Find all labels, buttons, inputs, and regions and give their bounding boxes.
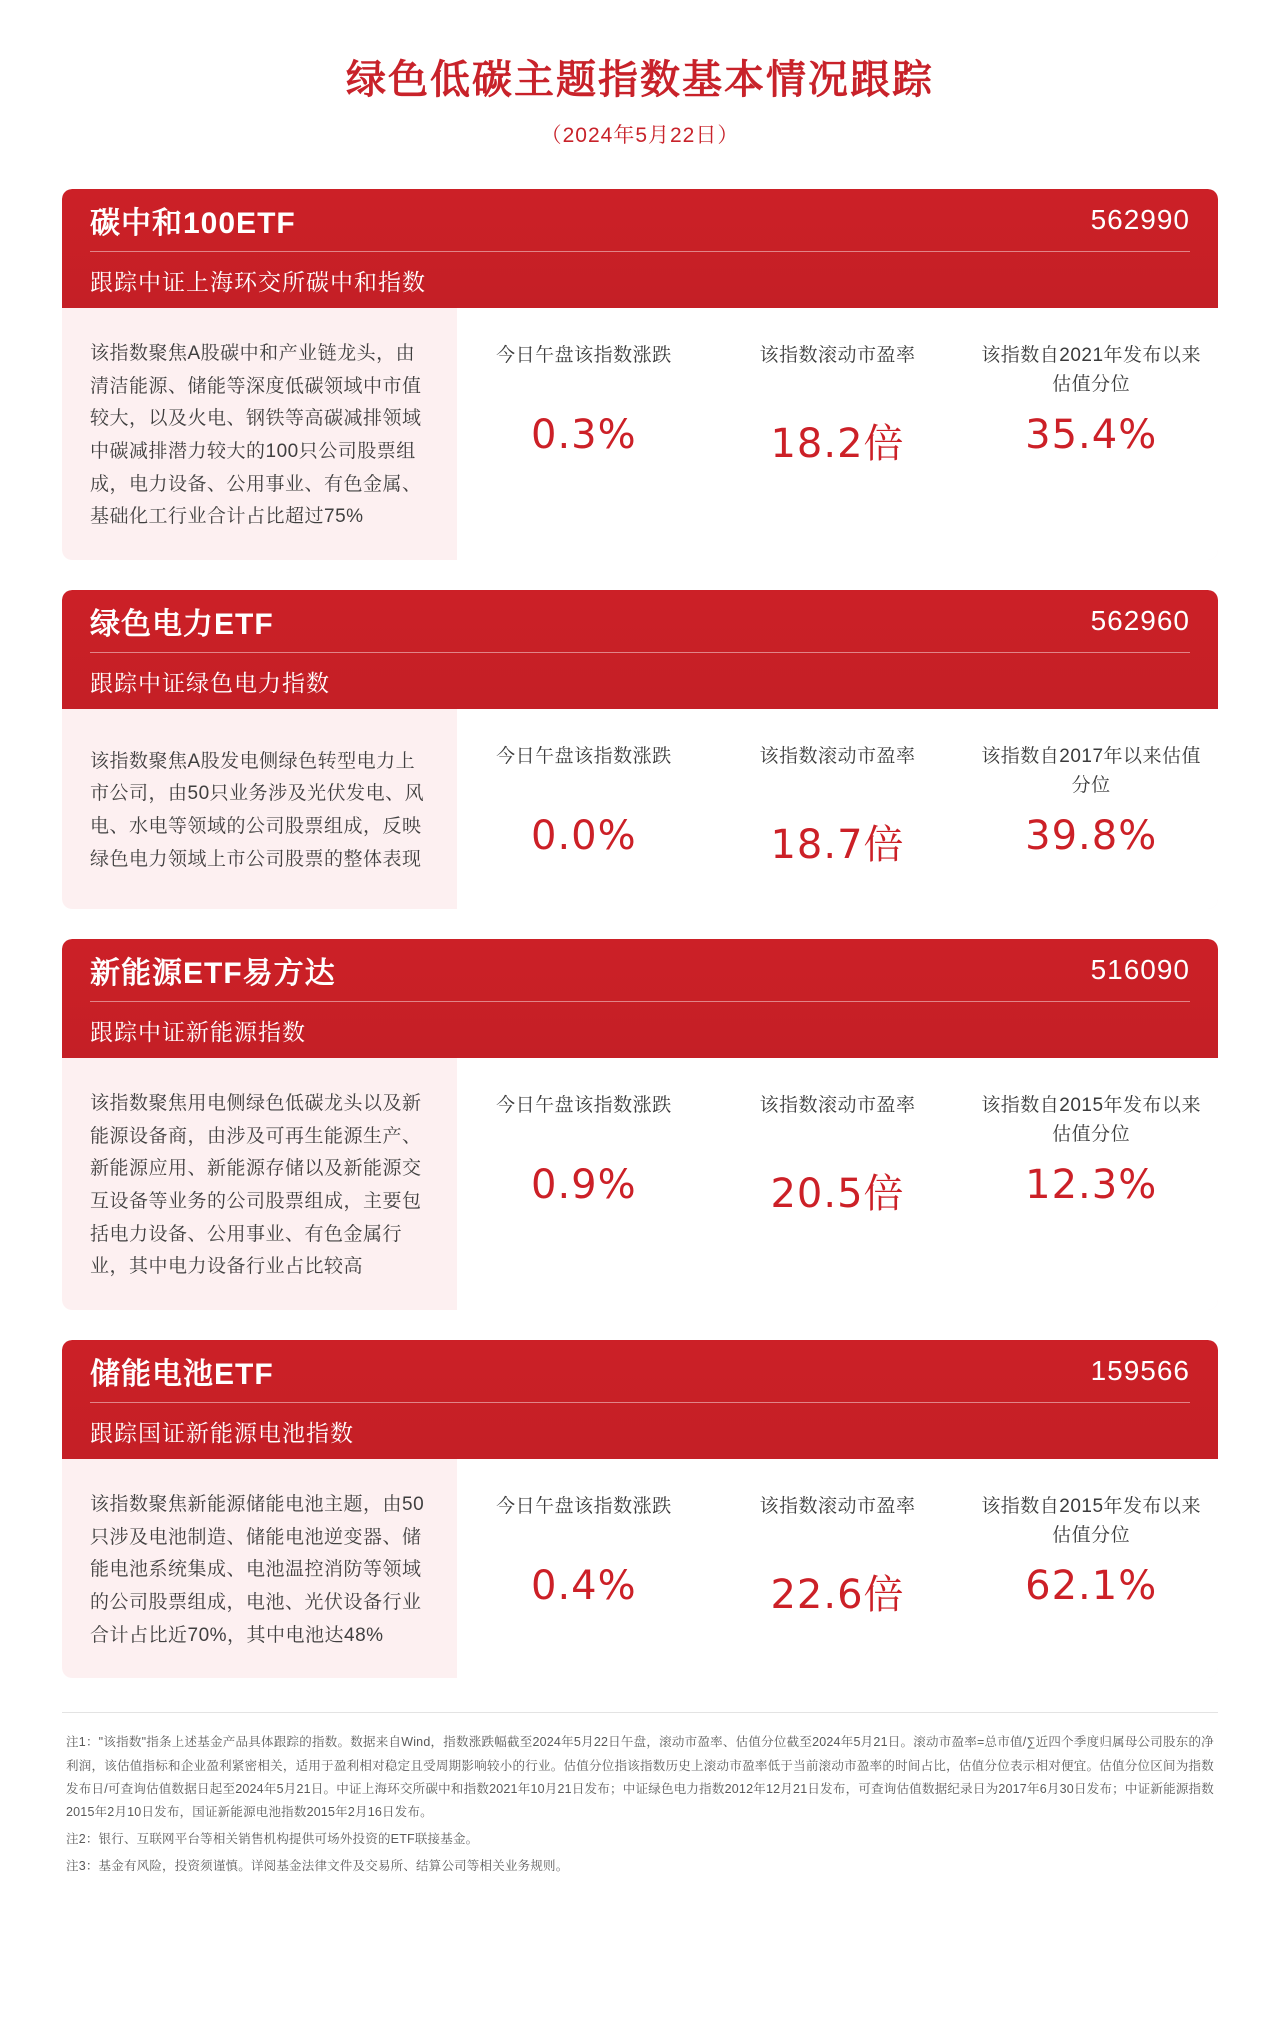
etf-metrics <box>457 709 1218 909</box>
etf-code: 562990 <box>1090 204 1190 235</box>
page-header <box>62 0 1218 159</box>
metric-value: 0.9% <box>531 1162 637 1209</box>
metric-value: 0.0% <box>531 813 637 860</box>
etf-tracked-index: 跟踪中证新能源指数 <box>90 1018 306 1045</box>
metric-valuation-percentile <box>964 1459 1218 1678</box>
etf-card-header <box>62 939 1218 1058</box>
metric-pe <box>711 1058 965 1310</box>
etf-name: 储能电池ETF <box>90 1358 274 1392</box>
page-title: 绿色低碳主题指数基本情况跟踪 <box>346 58 934 102</box>
etf-description: 该指数聚焦A股发电侧绿色转型电力上市公司，由50只业务涉及光伏发电、风电、水电等领域的公司股票组成，反映绿色电力领域上市公司股票的整体表现 <box>90 750 425 870</box>
etf-code: 159566 <box>1090 1355 1190 1387</box>
metric-label: 该指数自2017年以来估值分位 <box>981 746 1202 796</box>
etf-card-body <box>62 709 1218 909</box>
etf-card-body <box>62 308 1218 560</box>
metric-label: 今日午盘该指数涨跌 <box>496 1095 672 1117</box>
etf-card-header <box>62 189 1218 308</box>
etf-card <box>62 590 1218 909</box>
footnote-2: 注2：银行、互联网平台等相关销售机构提供可场外投资的ETF联接基金。 <box>66 1831 479 1846</box>
metric-value: 0.3% <box>531 412 637 458</box>
etf-name: 绿色电力ETF <box>90 608 274 642</box>
etf-card-header-top <box>90 189 1190 252</box>
metric-value: 20.5倍 <box>770 1171 905 1218</box>
etf-card-header-top <box>90 590 1190 653</box>
metric-value: 22.6倍 <box>770 1572 905 1619</box>
metric-value: 62.1% <box>1025 1563 1158 1610</box>
etf-card-body <box>62 1459 1218 1678</box>
metric-value: 35.4% <box>1025 412 1158 458</box>
etf-metrics <box>457 1459 1218 1678</box>
metric-label: 该指数自2021年发布以来估值分位 <box>981 345 1202 395</box>
etf-name: 碳中和100ETF <box>90 207 296 240</box>
etf-tracked-index: 跟踪国证新能源电池指数 <box>90 1419 354 1446</box>
metric-label: 该指数滚动市盈率 <box>759 746 916 768</box>
etf-tracked-index: 跟踪中证上海环交所碳中和指数 <box>90 268 426 295</box>
etf-card <box>62 189 1218 560</box>
metric-value: 0.4% <box>531 1563 637 1610</box>
etf-metrics <box>457 1058 1218 1310</box>
footnote-3: 注3：基金有风险，投资须谨慎。详阅基金法律文件及交易所、结算公司等相关业务规则。 <box>66 1859 569 1874</box>
metric-pe <box>711 308 965 560</box>
metric-label: 该指数自2015年发布以来估值分位 <box>981 1496 1202 1546</box>
etf-card-header <box>62 590 1218 709</box>
metric-change <box>457 1459 711 1678</box>
metric-label: 该指数滚动市盈率 <box>759 1496 916 1518</box>
metric-label: 该指数自2015年发布以来估值分位 <box>981 1095 1202 1145</box>
metric-label: 该指数滚动市盈率 <box>759 1095 916 1117</box>
metric-valuation-percentile <box>964 1058 1218 1310</box>
metric-label: 今日午盘该指数涨跌 <box>496 345 672 366</box>
metric-pe <box>711 1459 965 1678</box>
etf-tracked-index: 跟踪中证绿色电力指数 <box>90 669 330 696</box>
etf-description: 该指数聚焦新能源储能电池主题，由50只涉及电池制造、储能电池逆变器、储能电池系统集成、电池温控消防等领域的公司股票组成，电池、光伏设备行业合计占比近70%，其中电池达48% <box>90 1494 425 1646</box>
etf-description: 该指数聚焦A股碳中和产业链龙头，由清洁能源、储能等深度低碳领域中市值较大，以及火电、钢铁等高碳减排领域中碳减排潜力较大的100只公司股票组成，电力设备、公用事业、有色金属、基础化工行业合计占比超过75% <box>90 343 422 528</box>
etf-card <box>62 939 1218 1310</box>
metric-pe <box>711 709 965 909</box>
metric-label: 该指数滚动市盈率 <box>759 345 916 366</box>
footnotes <box>62 1712 1218 1912</box>
metric-value: 18.7倍 <box>770 822 905 869</box>
metric-label: 今日午盘该指数涨跌 <box>496 1496 672 1518</box>
metric-valuation-percentile <box>964 709 1218 909</box>
etf-card-header-top <box>90 1340 1190 1403</box>
metric-change <box>457 709 711 909</box>
etf-metrics <box>457 308 1218 560</box>
etf-card-header <box>62 1340 1218 1459</box>
etf-code: 516090 <box>1090 954 1190 986</box>
metric-change <box>457 1058 711 1310</box>
etf-card-body <box>62 1058 1218 1310</box>
etf-code: 562960 <box>1090 605 1190 637</box>
metric-value: 39.8% <box>1025 813 1158 860</box>
etf-name: 新能源ETF易方达 <box>90 957 336 991</box>
page-subtitle: （2024年5月22日） <box>540 124 740 147</box>
etf-description: 该指数聚焦用电侧绿色低碳龙头以及新能源设备商，由涉及可再生能源生产、新能源应用、新能源存储以及新能源交互设备等业务的公司股票组成，主要包括电力设备、公用事业、有色金属行业，其中电力设备行业占比较高 <box>90 1093 422 1278</box>
metric-valuation-percentile <box>964 308 1218 560</box>
etf-card-header-top <box>90 939 1190 1002</box>
metric-label: 今日午盘该指数涨跌 <box>496 746 672 768</box>
metric-value: 12.3% <box>1025 1162 1158 1209</box>
etf-card <box>62 1340 1218 1678</box>
footnote-1: 注1："该指数"指条上述基金产品具体跟踪的指数。数据来自Wind，指数涨跌幅截至2024年5月22日午盘，滚动市盈率、估值分位截至2024年5月21日。滚动市盈率=总市值/∑近四个季度归属母公司股东的净利润，该估值指标和企业盈利紧密相关，适用于盈利相对稳定且受周期影响较小的行业。估值分位指该指数历史上滚动市盈率低于当前滚动市盈率的时间占比，估值分位表示相对便宜。估值分位区间为指数发布日/可查询估值数据日起至2024年5月21日。中证上海环交所碳中和指数2021年10月21日发布；中证绿色电力指数2012年12月21日发布，可查询估值数据纪录日为2017年6月30日发布；中证新能源指数2015年2月10日发布，国证新能源电池指数2015年2月16日发布。 <box>66 1735 1214 1819</box>
metric-value: 18.2倍 <box>770 421 905 467</box>
metric-change <box>457 308 711 560</box>
